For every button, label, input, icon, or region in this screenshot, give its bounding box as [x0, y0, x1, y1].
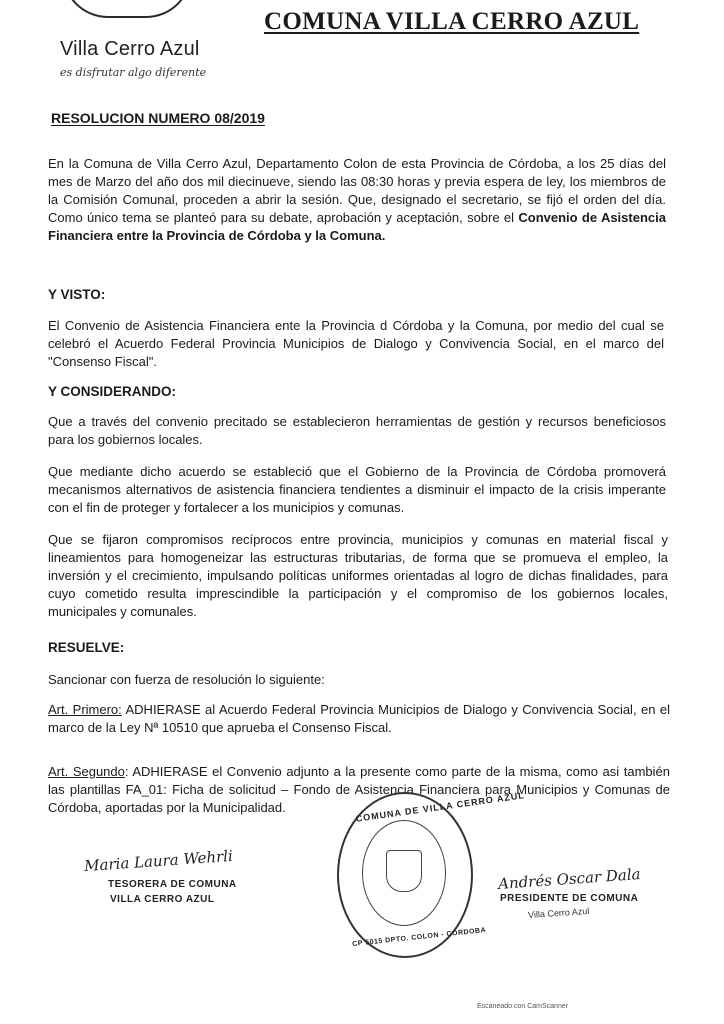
- article-primero: [48, 701, 670, 737]
- visto-paragraph: El Convenio de Asistencia Financiera ente la Provincia d Córdoba y la Comuna, por medio del cual se celebró el Acuerdo Federal Provincia Municipios de Dialogo y Convivencia Social, en el marco del "Consenso Fiscal".: [48, 318, 664, 369]
- seal-shield-emblem: [386, 850, 422, 892]
- logo-name: Villa Cerro Azul: [60, 38, 200, 60]
- resolution-title: RESOLUCION NUMERO 08/2019: [51, 110, 265, 126]
- intro-paragraph: [48, 155, 666, 245]
- article-primero-label: Art. Primero:: [48, 702, 122, 717]
- considerando-paragraph-2: Que mediante dicho acuerdo se estableció que el Gobierno de la Provincia de Córdoba promoverá mecanismos alternativos de asistencia financiera tendientes a disminuir el impacto de la crisis imperante con el fin de proteger y fortalecer a los municipios y comunas.: [48, 464, 666, 515]
- seal-top-text: COMUNA DE VILLA CERRO AZUL: [355, 790, 526, 824]
- article-segundo-text: : ADHIERASE el Convenio adjunto a la presente como parte de la misma, como asi también las plantillas FA_01: Ficha de solicitud – Fondo de Asistencia Financiera para Municipios y Comunas de Córdoba, aportadas por la Municipalidad.: [48, 764, 670, 815]
- article-primero-text: ADHIERASE al Acuerdo Federal Provincia Municipios de Dialogo y Convivencia Social, en el marco de la Ley Nª 10510 que aprueba el Consenso Fiscal.: [48, 702, 670, 735]
- visto-heading: Y VISTO:: [48, 287, 106, 302]
- signature-right-place: Villa Cerro Azul: [527, 905, 590, 921]
- page-title: COMUNA VILLA CERRO AZUL: [264, 8, 640, 35]
- seal-bottom-text: CP 5015 DPTO. COLON - CORDOBA: [352, 926, 487, 949]
- article-segundo: [48, 763, 670, 817]
- intro-bold: Convenio de Asistencia Financiera entre la Provincia de Córdoba y la Comuna.: [48, 210, 666, 243]
- signature-right-role: PRESIDENTE DE COMUNA: [500, 893, 639, 904]
- article-segundo-label: Art. Segundo: [48, 764, 125, 779]
- intro-text: En la Comuna de Villa Cerro Azul, Departamento Colon de esta Provincia de Córdoba, a los 25 días del mes de Marzo del año dos mil diecinueve, siendo las 08:30 horas y previa espera de ley, los miembros de la Comisión Comunal, proceden a abrir la sesión. Que, designado el secretario, se fijó el orden del día. Como único tema se planteó para su debate, aprobación y aceptación, sobre el: [48, 156, 666, 225]
- signature-right: Andrés Oscar Dala: [497, 865, 642, 893]
- logo-emblem: [62, 0, 192, 18]
- resuelve-intro: Sancionar con fuerza de resolución lo siguiente:: [48, 672, 325, 687]
- considerando-paragraph-3: Que se fijaron compromisos recíprocos entre provincia, municipios y comunas en material fiscal y lineamientos para homogeneizar las estructuras tributarias, de forma que se promueva el empleo, la inversión y el crecimiento, impulsando políticas uniformes orientadas al logro de dichas finalidades, para cuyo cometido resulta imprescindible la participación y el compromiso de los gobiernos locales, municipales y comunales.: [48, 532, 668, 619]
- signature-left-place: VILLA CERRO AZUL: [110, 894, 215, 905]
- considerando-paragraph-1: Que a través del convenio precitado se establecieron herramientas de gestión y recursos beneficiosos para los gobiernos locales.: [48, 414, 666, 447]
- resuelve-heading: RESUELVE:: [48, 640, 125, 655]
- logo-slogan: es disfrutar algo diferente: [60, 66, 207, 79]
- signature-left-role: TESORERA DE COMUNA: [108, 879, 237, 890]
- signature-left: Maria Laura Wehrli: [83, 846, 234, 876]
- considerando-heading: Y CONSIDERANDO:: [48, 384, 177, 399]
- scanner-footer: Escaneado con CamScanner: [477, 1003, 569, 1010]
